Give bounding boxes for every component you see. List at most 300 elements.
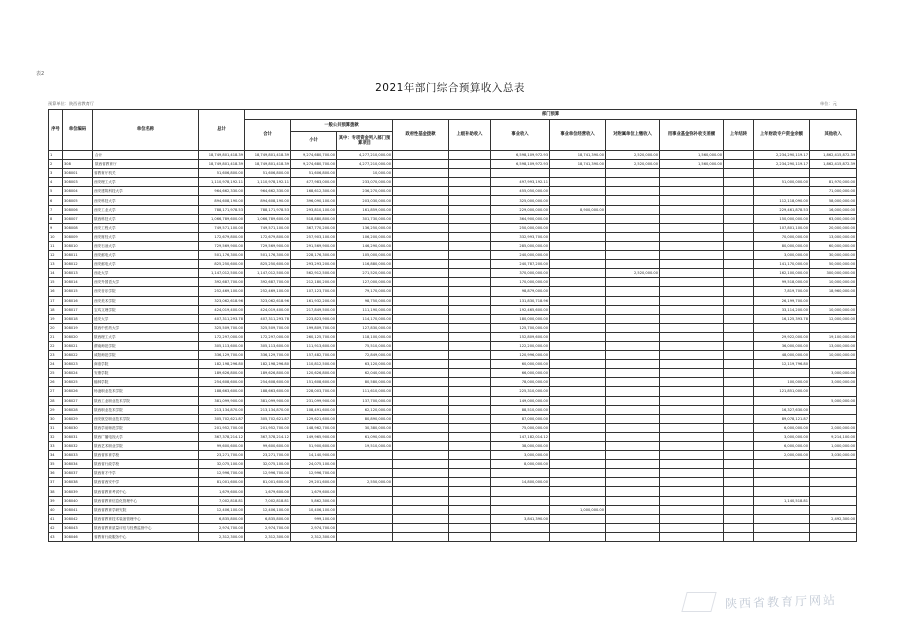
cell-amount: 305,113,600.00 xyxy=(245,341,291,350)
cell-amount: 12,996,700.00 xyxy=(199,469,245,478)
cell-amount: 3,000,000.00 xyxy=(754,432,810,441)
cell-amount: 964,662,330.00 xyxy=(199,187,245,196)
table-row xyxy=(49,269,857,278)
cell-amount xyxy=(660,187,724,196)
cell-amount: 1,110,978,192.11 xyxy=(199,178,245,187)
cell-amount xyxy=(810,360,857,369)
table-row xyxy=(49,496,857,505)
cell-seq: 26 xyxy=(49,378,63,387)
cell-amount xyxy=(393,369,449,378)
cell-amount xyxy=(393,523,449,532)
cell-unit-code: 308 xyxy=(63,160,93,169)
cell-amount: 14,800,000.00 xyxy=(491,478,550,487)
cell-amount: 1,679,600.00 xyxy=(245,487,291,496)
cell-unit-name: 陕西艺术职业学院 xyxy=(93,442,199,451)
cell-amount xyxy=(393,223,449,232)
cell-amount: 5,862,300.00 xyxy=(291,496,337,505)
cell-amount xyxy=(550,514,606,523)
cell-seq: 16 xyxy=(49,287,63,296)
header-prior-balance: 上年结转 xyxy=(724,120,754,151)
cell-amount xyxy=(754,505,810,514)
cell-unit-code: 308017 xyxy=(63,305,93,314)
cell-amount: 189,626,800.00 xyxy=(199,369,245,378)
cell-amount xyxy=(606,351,660,360)
cell-amount: 325,509,700.00 xyxy=(199,323,245,332)
cell-amount: 212,180,200.00 xyxy=(291,278,337,287)
cell-amount xyxy=(550,405,606,414)
cell-unit-name: 省教育厅机关 xyxy=(93,169,199,178)
cell-amount xyxy=(337,523,393,532)
cell-amount: 182,198,296.80 xyxy=(245,360,291,369)
cell-amount xyxy=(754,460,810,469)
cell-amount: 12,406,100.00 xyxy=(199,505,245,514)
cell-amount xyxy=(660,478,724,487)
cell-amount xyxy=(724,305,754,314)
cell-amount xyxy=(724,341,754,350)
cell-amount: 729,569,900.00 xyxy=(199,241,245,250)
cell-unit-name: 延安大学 xyxy=(93,314,199,323)
cell-amount: 172,297,000.00 xyxy=(245,332,291,341)
cell-amount xyxy=(337,496,393,505)
cell-amount: 51,606,800.00 xyxy=(245,169,291,178)
cell-amount xyxy=(660,214,724,223)
cell-amount: 16,000,000.00 xyxy=(810,205,857,214)
cell-amount: 894,608,190.00 xyxy=(199,196,245,205)
cell-seq: 8 xyxy=(49,214,63,223)
cell-amount xyxy=(449,214,491,223)
cell-amount: 120,996,000.00 xyxy=(491,351,550,360)
cell-amount xyxy=(660,414,724,423)
cell-unit-code: 308023 xyxy=(63,360,93,369)
cell-amount: 89,078,121.87 xyxy=(754,414,810,423)
cell-amount: 325,509,700.00 xyxy=(245,323,291,332)
cell-amount: 107,801,100.00 xyxy=(754,223,810,232)
cell-amount xyxy=(660,442,724,451)
cell-amount: 10,000,000.00 xyxy=(810,305,857,314)
cell-seq: 38 xyxy=(49,487,63,496)
cell-amount xyxy=(393,460,449,469)
cell-amount xyxy=(660,496,724,505)
cell-amount: 6,835,800.00 xyxy=(245,514,291,523)
cell-amount xyxy=(724,278,754,287)
cell-amount xyxy=(606,442,660,451)
cell-unit-name: 安康学院 xyxy=(93,369,199,378)
cell-amount: 323,062,618.96 xyxy=(245,296,291,305)
cell-unit-code: 308030 xyxy=(63,423,93,432)
cell-amount xyxy=(754,187,810,196)
cell-amount: 2,974,700.00 xyxy=(199,523,245,532)
cell-amount: 13,000,000.00 xyxy=(810,232,857,241)
cell-amount xyxy=(449,514,491,523)
cell-amount xyxy=(810,496,857,505)
cell-amount xyxy=(754,369,810,378)
cell-amount xyxy=(810,414,857,423)
cell-unit-name: 陕西省体育学校 xyxy=(93,451,199,460)
table-row xyxy=(49,387,857,396)
cell-amount: 16,125,393.78 xyxy=(754,314,810,323)
cell-amount: 213,134,870.00 xyxy=(199,405,245,414)
cell-amount xyxy=(393,396,449,405)
cell-amount xyxy=(724,332,754,341)
cell-amount: 562,912,500.00 xyxy=(291,269,337,278)
cell-amount: 118,100,000.00 xyxy=(337,332,393,341)
cell-amount xyxy=(606,460,660,469)
cell-amount: 367,378,214.12 xyxy=(245,432,291,441)
cell-unit-code: 308016 xyxy=(63,296,93,305)
cell-unit-name: 陕西广播电视大学 xyxy=(93,432,199,441)
cell-amount xyxy=(550,442,606,451)
cell-amount: 392,687,700.00 xyxy=(199,278,245,287)
cell-seq: 12 xyxy=(49,251,63,260)
cell-seq: 28 xyxy=(49,396,63,405)
cell-amount: 1,147,012,500.00 xyxy=(199,269,245,278)
cell-seq: 21 xyxy=(49,332,63,341)
cell-amount xyxy=(550,305,606,314)
cell-unit-name: 西安财经大学 xyxy=(93,232,199,241)
cell-amount: 170,000,000.00 xyxy=(491,278,550,287)
cell-amount xyxy=(449,396,491,405)
cell-amount xyxy=(660,305,724,314)
cell-amount xyxy=(754,478,810,487)
cell-amount: 6,835,800.00 xyxy=(199,514,245,523)
cell-amount: 2,520,000.00 xyxy=(606,269,660,278)
cell-amount xyxy=(337,514,393,523)
cell-unit-name: 渭南师范学院 xyxy=(93,341,199,350)
cell-amount: 424,019,400.00 xyxy=(245,305,291,314)
cell-amount xyxy=(393,251,449,260)
table-row xyxy=(49,278,857,287)
cell-unit-code: 308013 xyxy=(63,269,93,278)
table-row xyxy=(49,532,857,541)
cell-amount xyxy=(449,314,491,323)
cell-amount xyxy=(724,514,754,523)
cell-amount: 75,000,000.00 xyxy=(491,423,550,432)
cell-amount xyxy=(724,432,754,441)
cell-amount: 192,465,600.00 xyxy=(491,305,550,314)
cell-amount: 13,000,000.00 xyxy=(810,341,857,350)
header-special: 其中：专项资金列入部门预算项目 xyxy=(337,132,393,151)
cell-amount: 336,129,700.00 xyxy=(199,351,245,360)
cell-amount: 825,250,600.00 xyxy=(245,260,291,269)
cell-amount: 12,996,700.00 xyxy=(291,469,337,478)
watermark: 陕西省教育厅网站 xyxy=(724,593,838,611)
cell-amount: 240,000,000.00 xyxy=(491,251,550,260)
cell-amount xyxy=(449,460,491,469)
cell-seq: 23 xyxy=(49,351,63,360)
cell-unit-name: 陕西学前师范学院 xyxy=(93,423,199,432)
cell-amount xyxy=(393,241,449,250)
cell-amount: 168,612,300.00 xyxy=(291,187,337,196)
cell-amount: 999,100.00 xyxy=(291,514,337,523)
cell-unit-name: 西安建筑科技大学 xyxy=(93,187,199,196)
cell-unit-name: 咸阳师范学院 xyxy=(93,351,199,360)
table-row xyxy=(49,378,857,387)
cell-unit-code: 308031 xyxy=(63,432,93,441)
table-row xyxy=(49,187,857,196)
cell-amount xyxy=(393,205,449,214)
cell-amount xyxy=(754,532,810,541)
cell-amount xyxy=(393,341,449,350)
cell-unit-code: 308005 xyxy=(63,196,93,205)
cell-amount: 305,702,621.87 xyxy=(245,414,291,423)
cell-seq: 14 xyxy=(49,269,63,278)
cell-amount: 240,787,200.00 xyxy=(491,260,550,269)
cell-amount xyxy=(724,160,754,169)
cell-amount: 18,749,801,418.39 xyxy=(245,160,291,169)
cell-amount xyxy=(606,487,660,496)
cell-amount: 6,598,109,972.93 xyxy=(491,160,550,169)
cell-amount xyxy=(724,532,754,541)
cell-amount xyxy=(606,496,660,505)
cell-unit-code: 308001 xyxy=(63,169,93,178)
cell-amount xyxy=(660,396,724,405)
cell-amount: 1,862,415,872.39 xyxy=(810,160,857,169)
cell-amount: 26,199,700.00 xyxy=(754,296,810,305)
cell-amount xyxy=(606,523,660,532)
cell-amount: 497,993,192.11 xyxy=(491,178,550,187)
cell-seq: 30 xyxy=(49,414,63,423)
cell-amount xyxy=(660,514,724,523)
cell-amount xyxy=(724,423,754,432)
cell-amount: 1,679,600.00 xyxy=(291,487,337,496)
cell-amount xyxy=(606,469,660,478)
cell-amount: 3,030,000.00 xyxy=(810,451,857,460)
cell-amount xyxy=(606,296,660,305)
cell-amount xyxy=(660,205,724,214)
cell-amount: 285,000,000.00 xyxy=(491,241,550,250)
cell-seq: 10 xyxy=(49,232,63,241)
cell-amount xyxy=(337,469,393,478)
cell-amount: 111,610,000.00 xyxy=(337,387,393,396)
cell-amount: 2,000,000.00 xyxy=(810,423,857,432)
cell-amount: 10,000,000.00 xyxy=(810,351,857,360)
cell-amount: 70,000,000.00 xyxy=(754,232,810,241)
cell-amount xyxy=(606,232,660,241)
cell-amount xyxy=(606,387,660,396)
cell-amount: 254,608,600.00 xyxy=(199,378,245,387)
table-row xyxy=(49,360,857,369)
cell-amount: 1,066,789,600.00 xyxy=(199,214,245,223)
cell-unit-name: 西安石油大学 xyxy=(93,241,199,250)
cell-amount xyxy=(449,205,491,214)
cell-amount: 364,900,000.00 xyxy=(491,214,550,223)
cell-amount: 1,110,978,192.11 xyxy=(245,178,291,187)
cell-amount: 12,119,796.80 xyxy=(754,360,810,369)
cell-amount xyxy=(393,196,449,205)
cell-amount xyxy=(449,151,491,160)
table-row xyxy=(49,323,857,332)
cell-amount xyxy=(660,260,724,269)
cell-amount xyxy=(606,451,660,460)
cell-amount: 291,569,900.00 xyxy=(291,241,337,250)
cell-amount xyxy=(393,187,449,196)
cell-seq: 20 xyxy=(49,323,63,332)
table-row xyxy=(49,232,857,241)
cell-amount xyxy=(724,523,754,532)
cell-amount xyxy=(724,351,754,360)
cell-amount: 2,000,000.00 xyxy=(754,451,810,460)
cell-amount: 148,962,700.00 xyxy=(291,423,337,432)
cell-amount xyxy=(393,169,449,178)
cell-amount xyxy=(393,478,449,487)
cell-amount: 60,000,000.00 xyxy=(810,241,857,250)
cell-amount xyxy=(724,178,754,187)
cell-amount xyxy=(393,314,449,323)
table-row xyxy=(49,432,857,441)
cell-amount xyxy=(337,451,393,460)
cell-amount: 30,380,000.00 xyxy=(337,423,393,432)
cell-amount xyxy=(393,178,449,187)
cell-amount: 4,277,210,000.00 xyxy=(337,151,393,160)
cell-amount xyxy=(550,296,606,305)
cell-seq: 9 xyxy=(49,223,63,232)
cell-amount: 2,234,290,119.17 xyxy=(754,160,810,169)
cell-amount: 6,598,109,972.93 xyxy=(491,151,550,160)
cell-amount: 825,250,600.00 xyxy=(199,260,245,269)
table-row xyxy=(49,460,857,469)
cell-amount: 161,932,200.00 xyxy=(291,296,337,305)
cell-amount xyxy=(724,460,754,469)
table-row xyxy=(49,469,857,478)
cell-amount xyxy=(660,314,724,323)
cell-amount xyxy=(449,269,491,278)
cell-amount: 228,003,700.00 xyxy=(291,387,337,396)
cell-amount: 1,000,000.00 xyxy=(550,505,606,514)
cell-unit-name: 陕西工业职业技术学院 xyxy=(93,396,199,405)
cell-amount: 1,560,000.00 xyxy=(660,151,724,160)
cell-amount: 18,741,390.00 xyxy=(550,151,606,160)
cell-amount xyxy=(660,369,724,378)
cell-amount xyxy=(606,241,660,250)
cell-amount xyxy=(724,405,754,414)
cell-amount xyxy=(449,369,491,378)
cell-seq: 19 xyxy=(49,314,63,323)
table-row xyxy=(49,241,857,250)
budget-income-table xyxy=(48,109,857,542)
cell-amount xyxy=(449,332,491,341)
cell-amount xyxy=(393,305,449,314)
cell-amount xyxy=(550,396,606,405)
cell-amount xyxy=(337,460,393,469)
cell-amount: 48,000,000.00 xyxy=(754,351,810,360)
cell-amount: 136,250,000.00 xyxy=(337,223,393,232)
cell-amount xyxy=(449,505,491,514)
cell-amount xyxy=(550,360,606,369)
cell-amount: 501,176,300.00 xyxy=(245,251,291,260)
cell-amount xyxy=(550,378,606,387)
cell-amount xyxy=(393,505,449,514)
cell-amount: 63,000,000.00 xyxy=(810,214,857,223)
cell-amount: 81,001,600.00 xyxy=(245,478,291,487)
cell-amount: 127,000,000.00 xyxy=(337,278,393,287)
cell-amount xyxy=(810,532,857,541)
cell-seq: 42 xyxy=(49,523,63,532)
cell-amount xyxy=(449,287,491,296)
cell-amount xyxy=(393,432,449,441)
cell-amount xyxy=(550,451,606,460)
cell-amount: 78,000,000.00 xyxy=(491,378,550,387)
cell-amount xyxy=(449,160,491,169)
cell-amount: 29,201,600.00 xyxy=(291,478,337,487)
cell-unit-code: 308003 xyxy=(63,178,93,187)
cell-amount: 141,170,000.00 xyxy=(754,260,810,269)
cell-seq: 43 xyxy=(49,532,63,541)
cell-unit-code: 308004 xyxy=(63,187,93,196)
cell-unit-code: 308014 xyxy=(63,278,93,287)
cell-amount: 305,702,621.87 xyxy=(199,414,245,423)
cell-amount: 231,099,900.00 xyxy=(291,396,337,405)
cell-amount: 38,000,000.00 xyxy=(491,442,550,451)
cell-amount xyxy=(449,442,491,451)
cell-amount xyxy=(550,269,606,278)
header-business-income: 事业收入 xyxy=(491,120,550,151)
cell-amount: 749,571,100.00 xyxy=(199,223,245,232)
table-row xyxy=(49,196,857,205)
cell-unit-code: 308018 xyxy=(63,314,93,323)
cell-amount: 201,952,700.00 xyxy=(245,423,291,432)
cell-amount: 33,114,200.00 xyxy=(754,305,810,314)
header-fund-reserve: 用事业基金弥补收支差额 xyxy=(660,120,724,151)
cell-amount xyxy=(449,232,491,241)
cell-amount: 729,569,900.00 xyxy=(245,241,291,250)
cell-amount xyxy=(724,214,754,223)
cell-seq: 15 xyxy=(49,278,63,287)
cell-seq: 5 xyxy=(49,187,63,196)
cell-amount: 107,123,700.00 xyxy=(291,287,337,296)
cell-amount xyxy=(449,532,491,541)
cell-amount xyxy=(660,523,724,532)
table-row xyxy=(49,178,857,187)
cell-amount: 58,000,000.00 xyxy=(810,196,857,205)
cell-amount xyxy=(449,223,491,232)
table-row xyxy=(49,287,857,296)
cell-unit-name: 陕西省教育厅 xyxy=(93,160,199,169)
table-row xyxy=(49,405,857,414)
cell-amount xyxy=(724,269,754,278)
cell-amount: 254,608,600.00 xyxy=(245,378,291,387)
cell-amount: 203,030,000.00 xyxy=(337,196,393,205)
cell-amount: 50,000,000.00 xyxy=(810,260,857,269)
table-row xyxy=(49,478,857,487)
cell-amount xyxy=(724,369,754,378)
cell-amount: 518,880,800.00 xyxy=(291,214,337,223)
cell-amount xyxy=(550,214,606,223)
cell-unit-code: 308039 xyxy=(63,487,93,496)
cell-amount: 407,311,293.78 xyxy=(245,314,291,323)
cell-amount: 7,002,818.81 xyxy=(245,496,291,505)
cell-amount: 71,000,000.00 xyxy=(810,187,857,196)
cell-amount: 964,662,330.00 xyxy=(245,187,291,196)
table-row xyxy=(49,341,857,350)
cell-amount xyxy=(393,514,449,523)
cell-amount: 301,730,000.00 xyxy=(337,214,393,223)
watermark-logo xyxy=(681,592,716,612)
cell-amount xyxy=(449,405,491,414)
cell-amount xyxy=(606,332,660,341)
cell-amount xyxy=(393,451,449,460)
cell-amount xyxy=(810,478,857,487)
cell-unit-name: 西安音乐学院 xyxy=(93,287,199,296)
cell-amount xyxy=(754,523,810,532)
cell-amount xyxy=(550,469,606,478)
cell-amount xyxy=(724,260,754,269)
header-fiscal-account: 上年财政专户资金余额 xyxy=(754,120,810,151)
cell-amount: 20,000,000.00 xyxy=(810,223,857,232)
cell-amount xyxy=(449,487,491,496)
cell-unit-name: 陕西省行政学校 xyxy=(93,460,199,469)
cell-amount xyxy=(810,169,857,178)
cell-amount xyxy=(724,169,754,178)
